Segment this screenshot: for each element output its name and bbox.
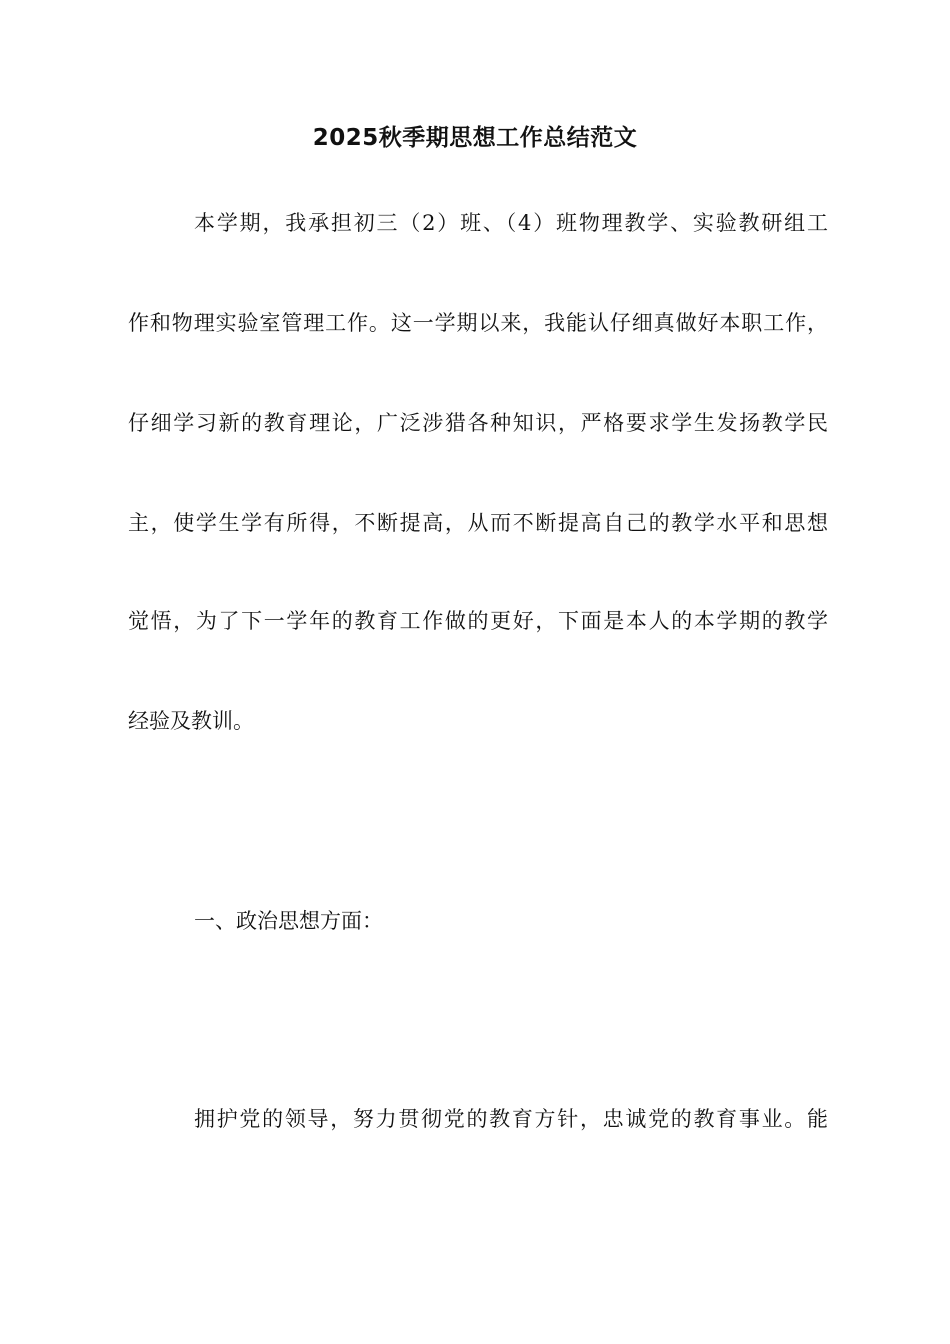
paragraph-line: 觉悟，为了下一学年的教育工作做的更好，下面是本人的本学期的教学	[128, 609, 828, 633]
paragraph-line: 经验及教训。	[128, 709, 254, 733]
paragraph-line: 作和物理实验室管理工作。这一学期以来，我能认仔细真做好本职工作，	[128, 311, 828, 335]
paragraph-line: 本学期，我承担初三（2）班、（4）班物理教学、实验教研组工	[194, 211, 828, 235]
document-title: 2025秋季期思想工作总结范文	[312, 125, 638, 151]
section-heading: 一、政治思想方面：	[194, 909, 383, 933]
paragraph-line: 主，使学生学有所得，不断提高，从而不断提高自己的教学水平和思想	[128, 511, 828, 535]
paragraph-line: 拥护党的领导，努力贯彻党的教育方针，忠诚党的教育事业。能	[194, 1107, 828, 1131]
paragraph-line: 仔细学习新的教育理论，广泛涉猎各种知识，严格要求学生发扬教学民	[128, 411, 828, 435]
